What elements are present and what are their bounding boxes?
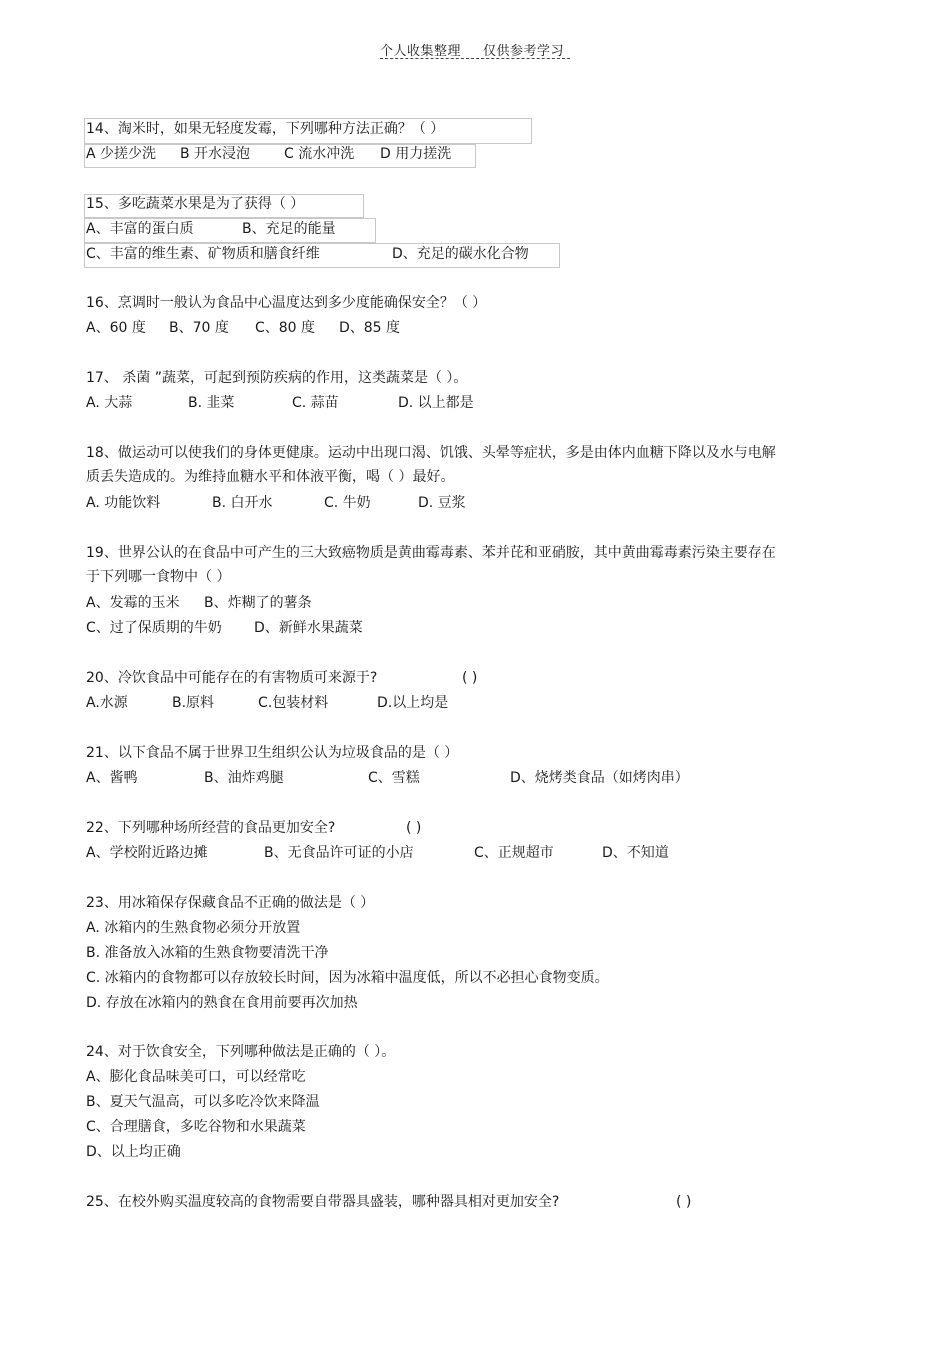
question-19 [86, 541, 786, 641]
option-c: C. 冰箱内的食物都可以存放较长时间，因为冰箱中温度低，所以不必担心食物变质。 [86, 970, 609, 986]
options-row [86, 841, 786, 866]
option-d: D、充足的碳水化合物 [392, 246, 529, 262]
question-stem: 14、淘米时，如果无轻度发霉，下列哪种方法正确？（ ） [86, 121, 445, 137]
header-dashed-rule [380, 58, 570, 59]
options-row [86, 142, 786, 167]
question-stem-row [86, 666, 786, 691]
options-row [86, 242, 786, 267]
option-a: A. 功能饮料 [86, 495, 161, 511]
question-stem: 22、下列哪种场所经营的食品更加安全? [86, 820, 336, 836]
answer-blank: ( ) [676, 1194, 692, 1210]
question-18 [86, 441, 786, 516]
options-row [86, 591, 786, 616]
question-stem: 21、以下食品不属于世界卫生组织公认为垃圾食品的是（ ） [86, 745, 459, 761]
option-d: D. 存放在冰箱内的熟食在食用前要再次加热 [86, 995, 358, 1011]
question-stem: 20、冷饮食品中可能存在的有害物质可来源于? [86, 670, 378, 686]
options-row [86, 766, 786, 791]
question-17 [86, 366, 786, 416]
option-c: C、80 度 [255, 320, 316, 336]
question-stem: 19、世界公认的在食品中可产生的三大致癌物质是黄曲霉毒素、苯并芘和亚硝胺，其中黄曲霉毒素污染主要存在于下列哪一食物中（ ） [86, 545, 776, 585]
question-21 [86, 741, 786, 791]
options-row [86, 316, 786, 341]
header-left-text: 个人收集整理 [380, 44, 462, 59]
question-24 [86, 1040, 786, 1165]
options-row [86, 391, 786, 416]
option-c: C、合理膳食，多吃谷物和水果蔬菜 [86, 1119, 306, 1135]
question-16 [86, 291, 786, 341]
options-row [86, 616, 786, 641]
option-b: B. 韭菜 [188, 395, 235, 411]
option-b: B、充足的能量 [242, 221, 336, 237]
option-a: A. 冰箱内的生熟食物必须分开放置 [86, 920, 301, 936]
option-d: D.以上均是 [377, 695, 449, 711]
option-a: A、发霉的玉米 [86, 595, 180, 611]
question-25 [86, 1190, 786, 1215]
option-a: A、丰富的蛋白质 [86, 221, 194, 237]
options-row [86, 691, 786, 716]
option-a: A.水源 [86, 695, 128, 711]
question-stem: 25、在校外购买温度较高的食物需要自带器具盛装，哪种器具相对更加安全? [86, 1194, 560, 1210]
question-stem-row [86, 816, 786, 841]
option-d: D. 以上都是 [398, 395, 474, 411]
option-d: D 用力搓洗 [380, 146, 452, 162]
question-stem: 18、做运动可以使我们的身体更健康。运动中出现口渴、饥饿、头晕等症状，多是由体内血糖下降以及水与电解质丢失造成的。为维持血糖水平和体液平衡，喝（ ）最好。 [86, 445, 776, 485]
question-23 [86, 891, 786, 1016]
option-a: A、酱鸭 [86, 770, 138, 786]
question-22 [86, 816, 786, 866]
option-b: B.原料 [172, 695, 215, 711]
option-c: C、雪糕 [368, 770, 420, 786]
question-20 [86, 666, 786, 716]
question-stem: 17、 杀菌 ”蔬菜，可起到预防疾病的作用，这类蔬菜是（ ）。 [86, 370, 468, 386]
option-c: C、正规超市 [474, 845, 554, 861]
option-a: A 少搓少洗 [86, 146, 157, 162]
option-d: D、新鲜水果蔬菜 [254, 620, 363, 636]
page-header [380, 40, 570, 59]
option-b: B. 准备放入冰箱的生熟食物要清洗干净 [86, 945, 329, 961]
option-a: A、学校附近路边摊 [86, 845, 208, 861]
option-a: A、60 度 [86, 320, 146, 336]
question-14 [86, 117, 786, 167]
question-stem: 23、用冰箱保存保藏食品不正确的做法是（ ） [86, 895, 375, 911]
question-stem: 16、烹调时一般认为食品中心温度达到多少度能确保安全？（ ） [86, 295, 487, 311]
question-stem-row [86, 1190, 786, 1215]
option-a: A、膨化食品味美可口，可以经常吃 [86, 1069, 306, 1085]
answer-blank: ( ) [406, 820, 422, 836]
option-c: C 流水冲洗 [284, 146, 355, 162]
answer-blank: ( ) [462, 670, 478, 686]
option-b: B、70 度 [169, 320, 229, 336]
option-c: C. 牛奶 [324, 495, 371, 511]
option-d: D、85 度 [339, 320, 401, 336]
option-c: C. 蒜苗 [292, 395, 339, 411]
option-b: B、油炸鸡腿 [204, 770, 284, 786]
option-b: B、无食品许可证的小店 [264, 845, 414, 861]
question-stem: 24、对于饮食安全，下列哪种做法是正确的（ ）。 [86, 1044, 396, 1060]
option-d: D、不知道 [602, 845, 669, 861]
question-15 [86, 192, 786, 267]
option-d: D. 豆浆 [418, 495, 466, 511]
header-right-text: 仅供参考学习 [483, 44, 565, 59]
options-row [86, 491, 786, 516]
option-b: B、夏天气温高，可以多吃冷饮来降温 [86, 1094, 320, 1110]
option-c: C、丰富的维生素、矿物质和膳食纤维 [86, 246, 320, 262]
option-d: D、烧烤类食品（如烤肉串） [510, 770, 689, 786]
option-c: C、过了保质期的牛奶 [86, 620, 222, 636]
option-d: D、以上均正确 [86, 1144, 181, 1160]
option-b: B 开水浸泡 [180, 146, 251, 162]
option-c: C.包装材料 [258, 695, 329, 711]
option-b: B. 白开水 [212, 495, 273, 511]
question-stem: 15、多吃蔬菜水果是为了获得（ ） [86, 196, 305, 212]
option-b: B、炸糊了的薯条 [204, 595, 312, 611]
option-a: A. 大蒜 [86, 395, 133, 411]
options-row [86, 217, 786, 242]
